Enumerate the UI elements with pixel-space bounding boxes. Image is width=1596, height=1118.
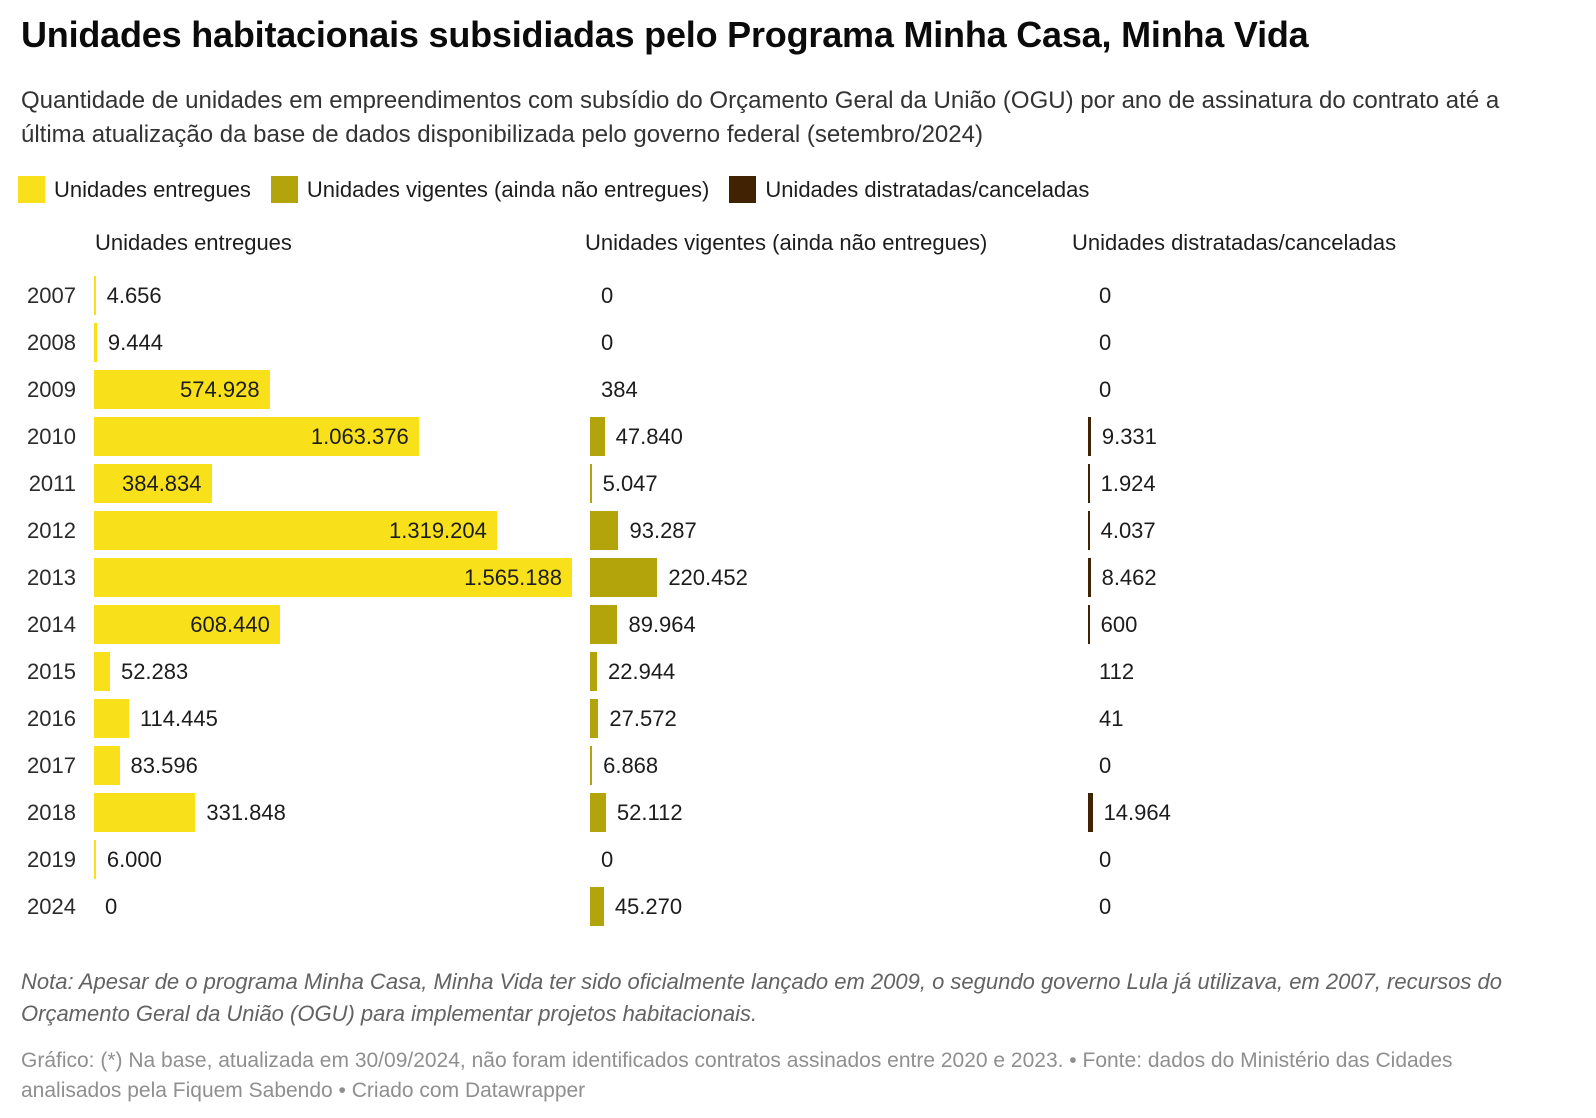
year-label: 2014 bbox=[27, 612, 76, 637]
bar-entregues bbox=[94, 323, 97, 362]
bar-vigentes bbox=[590, 887, 604, 926]
column-header-vigentes: Unidades vigentes (ainda não entregues) bbox=[585, 230, 988, 255]
value-label-vigentes: 52.112 bbox=[616, 800, 683, 825]
bar-distratadas bbox=[1088, 511, 1090, 550]
legend-swatch-icon bbox=[271, 176, 298, 203]
bar-distratadas bbox=[1088, 605, 1090, 644]
value-label-distratadas: 0 bbox=[1099, 330, 1112, 355]
bar-entregues bbox=[94, 652, 110, 691]
bar-distratadas bbox=[1088, 558, 1091, 597]
value-label-entregues: 331.848 bbox=[206, 800, 286, 825]
value-label-entregues: 608.440 bbox=[190, 612, 270, 637]
value-label-entregues: 83.596 bbox=[130, 753, 198, 778]
legend-label: Unidades vigentes (ainda não entregues) bbox=[306, 176, 710, 202]
bar-distratadas bbox=[1088, 464, 1090, 503]
column-header-distratadas: Unidades distratadas/canceladas bbox=[1072, 230, 1397, 255]
value-label-vigentes: 89.964 bbox=[628, 612, 696, 637]
value-label-vigentes: 5.047 bbox=[602, 471, 658, 496]
bar-entregues bbox=[94, 793, 195, 832]
value-label-entregues: 1.319.204 bbox=[389, 518, 487, 543]
value-label-entregues: 1.565.188 bbox=[464, 565, 562, 590]
year-label: 2008 bbox=[27, 330, 76, 355]
year-label: 2011 bbox=[28, 471, 76, 496]
year-label: 2013 bbox=[27, 565, 76, 590]
value-label-distratadas: 4.037 bbox=[1100, 518, 1156, 543]
legend bbox=[18, 176, 1089, 203]
legend-label: Unidades entregues bbox=[54, 176, 251, 202]
chart-note: Nota: Apesar de o programa Minha Casa, Minha Vida ter sido oficialmente lançado em 2009, o segundo governo Lula já utilizava, em 2007, recursos do Orçamento Geral da União (OGU) para implementar projetos habitacionais. bbox=[21, 969, 1502, 1026]
value-label-distratadas: 600 bbox=[1100, 612, 1138, 637]
year-label: 2012 bbox=[27, 518, 76, 543]
bar-vigentes bbox=[590, 417, 605, 456]
bar-entregues bbox=[94, 276, 96, 315]
column-header-entregues: Unidades entregues bbox=[95, 230, 292, 255]
year-label: 2009 bbox=[27, 377, 76, 402]
value-label-entregues: 6.000 bbox=[106, 847, 162, 872]
value-label-vigentes: 0 bbox=[601, 283, 614, 308]
bar-vigentes bbox=[590, 558, 657, 597]
year-label: 2010 bbox=[27, 424, 76, 449]
value-label-distratadas: 0 bbox=[1099, 753, 1112, 778]
value-label-vigentes: 22.944 bbox=[608, 659, 676, 684]
value-label-distratadas: 0 bbox=[1099, 847, 1112, 872]
year-label: 2019 bbox=[27, 847, 76, 872]
chart-byline: Gráfico: (*) Na base, atualizada em 30/09/2024, não foram identificados contratos assinados entre 2020 e 2023. • Fonte: dados do Ministério das Cidades analisados pela Fiquem Sabendo • Criado com Datawrapper bbox=[21, 1049, 1453, 1102]
legend-swatch-icon bbox=[18, 176, 45, 203]
value-label-distratadas: 0 bbox=[1099, 377, 1112, 402]
value-label-distratadas: 14.964 bbox=[1103, 800, 1171, 825]
value-label-vigentes: 45.270 bbox=[614, 894, 683, 919]
value-label-entregues: 0 bbox=[105, 894, 118, 919]
value-label-entregues: 52.283 bbox=[120, 659, 189, 684]
bar-vigentes bbox=[590, 605, 617, 644]
bar-vigentes bbox=[590, 746, 592, 785]
value-label-distratadas: 112 bbox=[1099, 659, 1135, 684]
legend-item-entregues bbox=[18, 176, 251, 203]
value-label-vigentes: 0 bbox=[601, 847, 614, 872]
value-label-vigentes: 384 bbox=[601, 377, 638, 402]
plot-area bbox=[0, 226, 1596, 938]
year-label: 2007 bbox=[27, 283, 76, 308]
bar-vigentes bbox=[590, 652, 597, 691]
bar-vigentes bbox=[590, 699, 598, 738]
value-label-entregues: 9.444 bbox=[107, 330, 163, 355]
bar-entregues bbox=[94, 699, 129, 738]
value-label-distratadas: 0 bbox=[1099, 894, 1112, 919]
value-label-distratadas: 41 bbox=[1099, 706, 1124, 731]
chart-subtitle: Quantidade de unidades em empreendimentos com subsídio do Orçamento Geral da União (OGU) por ano de assinatura do contrato até a última atualização da base de dados disponibilizada pelo governo federal (setembro/2024) bbox=[21, 87, 1500, 148]
value-label-distratadas: 9.331 bbox=[1101, 424, 1157, 449]
year-label: 2017 bbox=[27, 753, 76, 778]
value-label-distratadas: 1.924 bbox=[1100, 471, 1156, 496]
year-label: 2024 bbox=[27, 894, 76, 919]
legend-swatch-icon bbox=[729, 176, 756, 203]
value-label-vigentes: 220.452 bbox=[668, 565, 748, 590]
value-label-vigentes: 0 bbox=[601, 330, 614, 355]
year-label: 2015 bbox=[27, 659, 76, 684]
legend-item-distratadas bbox=[729, 176, 1089, 203]
year-label: 2018 bbox=[27, 800, 76, 825]
value-label-entregues: 574.928 bbox=[180, 377, 260, 402]
value-label-entregues: 114.445 bbox=[139, 706, 218, 731]
value-label-distratadas: 0 bbox=[1099, 283, 1112, 308]
year-label: 2016 bbox=[27, 706, 76, 731]
legend-label: Unidades distratadas/canceladas bbox=[765, 176, 1090, 202]
value-label-entregues: 4.656 bbox=[106, 283, 162, 308]
value-label-vigentes: 27.572 bbox=[609, 706, 677, 731]
bar-entregues bbox=[94, 840, 96, 879]
bar-distratadas bbox=[1088, 793, 1093, 832]
bar-vigentes bbox=[590, 464, 592, 503]
value-label-entregues: 384.834 bbox=[121, 471, 202, 496]
legend-item-vigentes bbox=[271, 176, 709, 203]
chart-title: Unidades habitacionais subsidiadas pelo Programa Minha Casa, Minha Vida bbox=[21, 14, 1309, 55]
bar-distratadas bbox=[1088, 417, 1091, 456]
value-label-distratadas: 8.462 bbox=[1101, 565, 1157, 590]
value-label-entregues: 1.063.376 bbox=[310, 424, 409, 449]
bar-vigentes bbox=[590, 511, 618, 550]
value-label-vigentes: 93.287 bbox=[629, 518, 697, 543]
bar-entregues bbox=[94, 746, 120, 785]
value-label-vigentes: 47.840 bbox=[615, 424, 683, 449]
bar-vigentes bbox=[590, 793, 606, 832]
value-label-vigentes: 6.868 bbox=[603, 753, 659, 778]
